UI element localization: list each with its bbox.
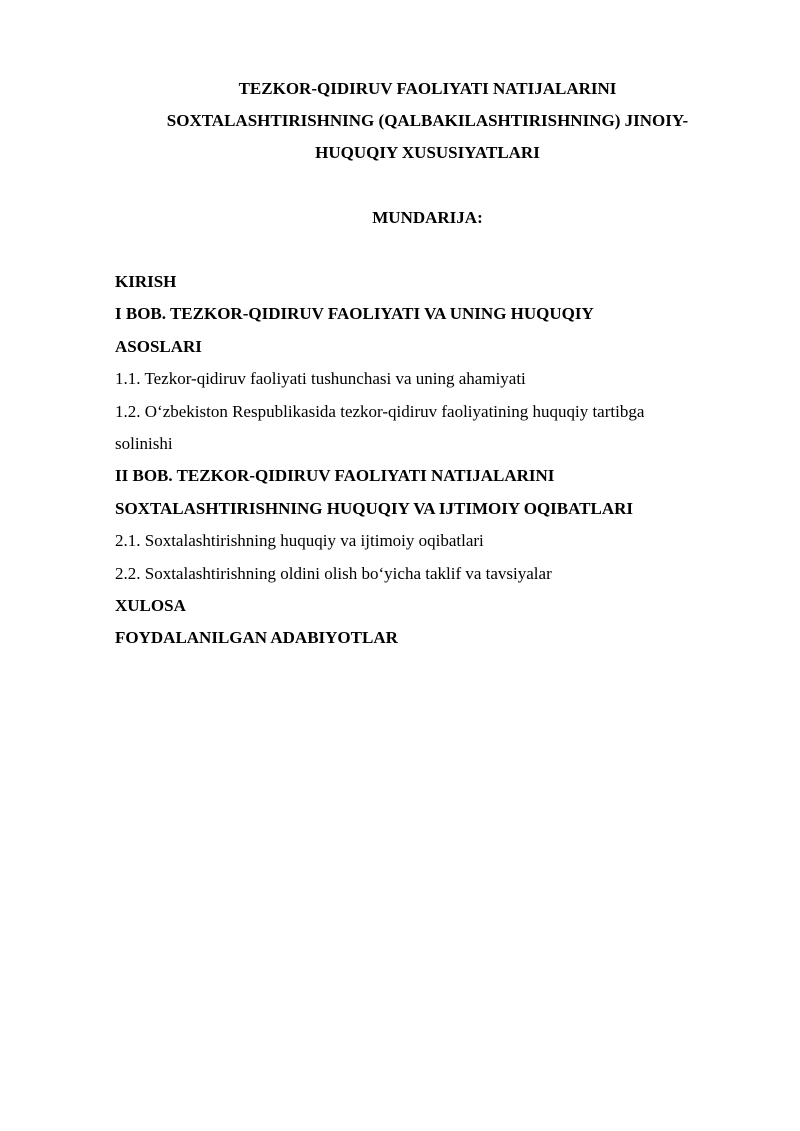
toc-entry-chapter-2: II BOB. TEZKOR-QIDIRUV FAOLIYATI NATIJALARINI — [115, 466, 555, 486]
table-of-contents — [115, 266, 715, 655]
toc-entry-section-1-2-cont: solinishi — [115, 434, 173, 454]
document-title — [115, 73, 740, 169]
toc-entry-conclusion: XULOSA — [115, 596, 186, 616]
toc-entry-introduction: KIRISH — [115, 272, 177, 291]
toc-entry-references: FOYDALANILGAN ADABIYOTLAR — [115, 628, 398, 648]
toc-entry-chapter-1: I BOB. TEZKOR-QIDIRUV FAOLIYATI VA UNING HUQUQIY — [115, 304, 594, 324]
toc-entry-section-1-1: 1.1. Tezkor-qidiruv faoliyati tushunchasi va uning ahamiyati — [115, 369, 526, 389]
title-line-1: TEZKOR-QIDIRUV FAOLIYATI NATIJALARINI — [238, 79, 617, 98]
title-line-3: HUQUQIY XUSUSIYATLARI — [315, 143, 540, 162]
toc-entry-chapter-1-cont: ASOSLARI — [115, 336, 202, 356]
title-line-2: SOXTALASHTIRISHNING (QALBAKILASHTIRISHNING) JINOIY- — [166, 111, 689, 130]
toc-entry-section-2-1: 2.1. Soxtalashtirishning huquqiy va ijtimoiy oqibatlari — [115, 531, 484, 551]
toc-entry-section-1-2: 1.2. O‘zbekiston Respublikasida tezkor-qidiruv faoliyatining huquqiy tartibga — [115, 401, 645, 421]
toc-heading: MUNDARIJA: — [372, 208, 483, 227]
toc-entry-section-2-2: 2.2. Soxtalashtirishning oldini olish bo‘yicha taklif va tavsiyalar — [115, 563, 552, 583]
toc-entry-chapter-2-cont: SOXTALASHTIRISHNING HUQUQIY VA IJTIMOIY OQIBATLARI — [115, 498, 633, 518]
